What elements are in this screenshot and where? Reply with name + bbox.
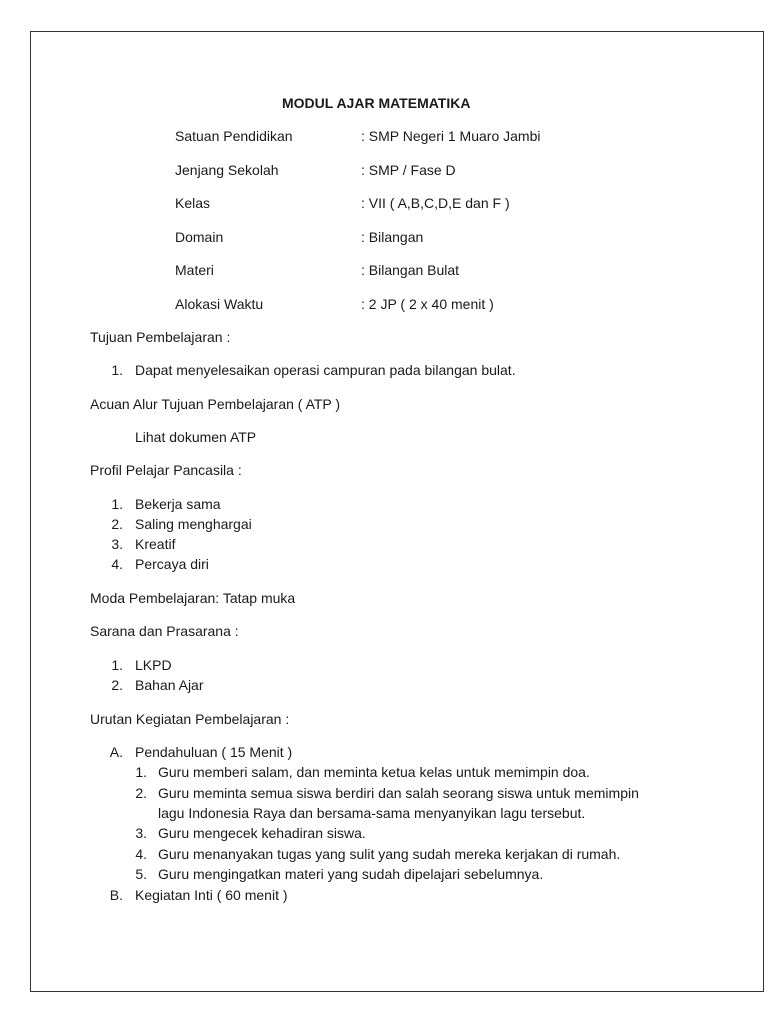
document-page xyxy=(30,31,764,992)
atp-text: Lihat dokumen ATP xyxy=(135,429,257,445)
list-number: 1. xyxy=(111,496,123,512)
identity-label: Jenjang Sekolah xyxy=(175,162,279,178)
list-number: 2. xyxy=(111,516,123,532)
document-title: MODUL AJAR MATEMATIKA xyxy=(282,95,471,111)
list-number: 4. xyxy=(111,556,123,572)
identity-label: Satuan Pendidikan xyxy=(175,128,293,144)
list-number: 4. xyxy=(135,846,147,862)
section-heading-urutan: Urutan Kegiatan Pembelajaran : xyxy=(90,711,290,727)
list-number: 3. xyxy=(135,825,147,841)
identity-value: : SMP / Fase D xyxy=(361,162,456,178)
list-number: 3. xyxy=(111,536,123,552)
list-item: LKPD xyxy=(135,657,172,673)
list-number: 5. xyxy=(135,866,147,882)
list-item: Guru memberi salam, dan meminta ketua kelas untuk memimpin doa. xyxy=(158,764,590,780)
list-letter: B. xyxy=(109,887,123,903)
list-item-continuation: lagu Indonesia Raya dan bersama-sama menyanyikan lagu tersebut. xyxy=(158,805,586,821)
list-number: 2. xyxy=(135,785,147,801)
list-number: 1. xyxy=(135,764,147,780)
list-item: Kreatif xyxy=(135,536,176,552)
list-letter: A. xyxy=(109,744,123,760)
section-heading-profil: Profil Pelajar Pancasila : xyxy=(90,462,242,478)
list-item: Guru meminta semua siswa berdiri dan salah seorang siswa untuk memimpin xyxy=(158,785,639,801)
identity-value: : Bilangan Bulat xyxy=(361,262,460,278)
list-item: Percaya diri xyxy=(135,556,209,572)
list-number: 2. xyxy=(111,677,123,693)
list-item: Bahan Ajar xyxy=(135,677,204,693)
identity-value: : SMP Negeri 1 Muaro Jambi xyxy=(361,128,541,144)
identity-label: Alokasi Waktu xyxy=(175,296,264,312)
subsection-title: Kegiatan Inti ( 60 menit ) xyxy=(135,887,288,903)
list-item: Saling menghargai xyxy=(135,516,252,532)
list-number: 1. xyxy=(111,362,123,378)
list-item: Guru mengingatkan materi yang sudah dipelajari sebelumnya. xyxy=(158,866,544,882)
list-number: 1. xyxy=(111,657,123,673)
identity-label: Kelas xyxy=(175,195,211,211)
identity-value: : 2 JP ( 2 x 40 menit ) xyxy=(361,296,494,312)
identity-label: Domain xyxy=(175,229,224,245)
list-item: Dapat menyelesaikan operasi campuran pada bilangan bulat. xyxy=(135,362,516,378)
list-item: Guru menanyakan tugas yang sulit yang sudah mereka kerjakan di rumah. xyxy=(158,846,621,862)
section-heading-tujuan: Tujuan Pembelajaran : xyxy=(90,329,231,345)
identity-label: Materi xyxy=(175,262,214,278)
section-heading-sarana: Sarana dan Prasarana : xyxy=(90,623,239,639)
section-heading-atp: Acuan Alur Tujuan Pembelajaran ( ATP ) xyxy=(90,396,341,412)
list-item: Guru mengecek kehadiran siswa. xyxy=(158,825,366,841)
subsection-title: Pendahuluan ( 15 Menit ) xyxy=(135,744,293,760)
list-item: Bekerja sama xyxy=(135,496,221,512)
identity-value: : Bilangan xyxy=(361,229,424,245)
section-heading-moda: Moda Pembelajaran: Tatap muka xyxy=(90,590,296,606)
identity-value: : VII ( A,B,C,D,E dan F ) xyxy=(361,195,510,211)
